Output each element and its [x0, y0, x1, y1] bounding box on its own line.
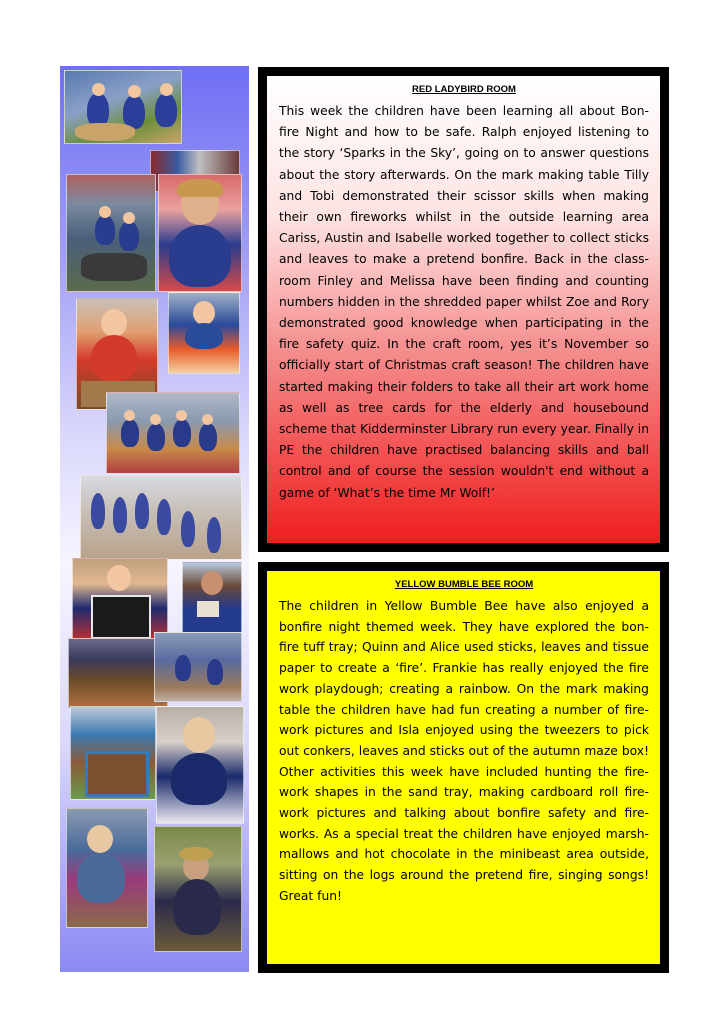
photo-girl-smiling — [158, 174, 242, 292]
photo-child-with-marshmallow — [66, 808, 148, 928]
red-room-body: This week the children have been learning all about Bon-fire Night and how to be safe. Ralph enjoyed listening to the story ‘Sparks in the Sky’, going on to answer questions about the story afterwards. On the mark making table Tilly and Tobi demonstrated their scissor skills when making their own fireworks whilst in the outside learning area Cariss, Austin and Isabelle worked together to collect sticks and leaves to make a pretend bonfire. Back in the class-room Finley and Melissa have been finding and counting numbers hidden in the shredded paper whilst Zoe and Rory demonstrated good knowledge when participating in the fire safety quiz. In the craft room, yes it’s November so officially start of Christmas craft season! The children have started making their folders to take all their art work home as well as tree cards for the elderly and housebound scheme that Kidderminster Library run every year. Finally in PE the children have practised balancing skills and ball control and of course the session wouldn't end without a game of ‘What’s the time Mr Wolf!’ — [279, 104, 649, 500]
photo-children-on-carpet — [106, 392, 240, 474]
photo-craft-table — [154, 632, 242, 702]
photo-baby-with-stick — [156, 706, 244, 824]
photo-girl-holding-picture — [72, 558, 168, 642]
photo-children-at-table — [64, 70, 182, 144]
photo-bonfire-tray — [68, 638, 168, 708]
photo-boy-with-card — [182, 562, 242, 640]
photo-outdoor-tuff-tray — [66, 174, 156, 292]
yellow-bumble-bee-room-panel — [258, 562, 669, 973]
red-ladybird-room-panel — [258, 67, 669, 552]
photo-pe-hall — [80, 476, 242, 560]
yellow-room-body: The children in Yellow Bumble Bee have also enjoyed a bonfire night themed week. They have explored the bon-fire tuff tray; Quinn and Alice used sticks, leaves and tissue paper to create a ‘fire’. Frankie has really enjoyed the fire work playdough; creating a rainbow. On the mark making table the children have had fun creating a number of fire-work pictures and Isla enjoyed using the tweezers to pick out conkers, leaves and sticks out of the autumn maze box! Other activities this week have included hunting the fire-work shapes in the sand tray, making cardboard roll fire-work pictures and talking about bonfire safety and fire-works. As a special treat the children have enjoyed marsh-mallows and hot chocolate in the minibeast area outside, sitting on the logs around the pretend fire, singing songs! Great fun! — [279, 599, 649, 903]
photo-child-outdoors — [154, 826, 242, 952]
photo-autumn-maze-box — [70, 706, 156, 800]
yellow-room-title: YELLOW BUMBLE BEE ROOM — [394, 579, 534, 590]
red-room-title: RED LADYBIRD ROOM — [412, 84, 516, 95]
photo-child-shredded-paper — [168, 292, 240, 374]
photo-collage — [60, 66, 249, 972]
